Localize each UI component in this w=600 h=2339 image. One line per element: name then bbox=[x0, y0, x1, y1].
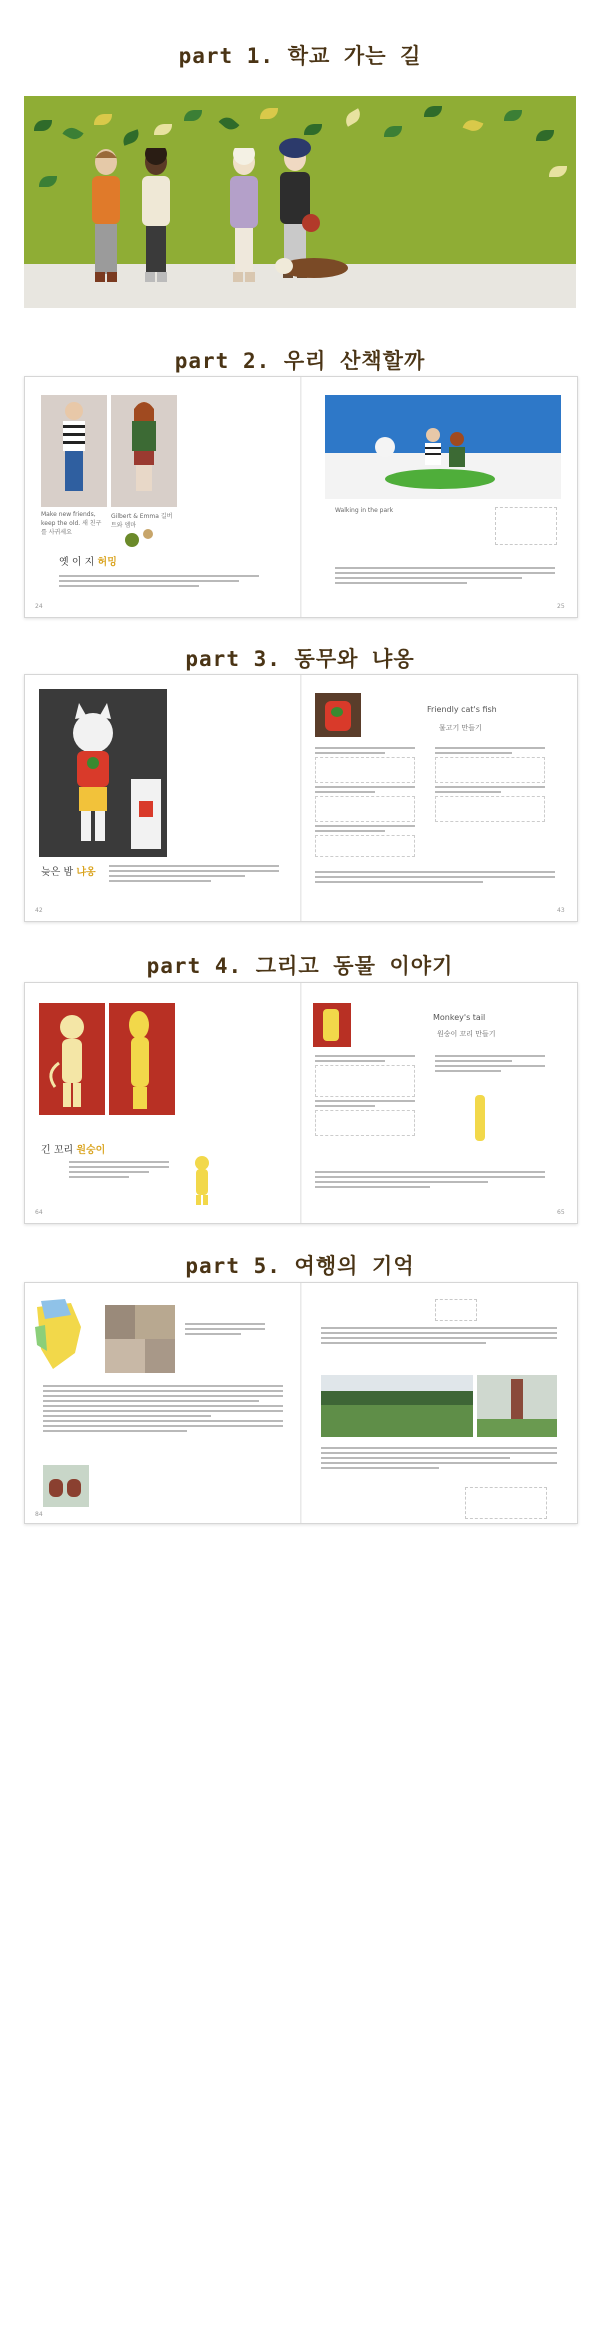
photo-travel-4 bbox=[145, 1339, 175, 1373]
doll-title-nyaong bbox=[41, 863, 96, 878]
leaf-decoration bbox=[260, 108, 278, 119]
body-text-left bbox=[59, 575, 259, 590]
leaf-decoration bbox=[384, 126, 402, 137]
photo-travel-2 bbox=[135, 1305, 175, 1339]
leaf-decoration bbox=[424, 106, 442, 117]
sketch-people bbox=[435, 1299, 477, 1321]
page-number-left: 24 bbox=[35, 603, 43, 610]
photo-dolls-garden bbox=[325, 395, 561, 499]
section-heading-part2: part 2. 우리 산책할까 bbox=[174, 349, 426, 373]
photo-monkey-tail bbox=[313, 1003, 351, 1047]
photo-dolls-school bbox=[24, 96, 576, 308]
body-text-right bbox=[321, 1447, 557, 1472]
book-gutter bbox=[300, 675, 302, 921]
book-gutter bbox=[300, 1283, 302, 1523]
section-heading-part4: part 4. 그리고 동물 이야기 bbox=[146, 954, 454, 978]
dog-toy bbox=[274, 244, 364, 284]
leaf-decoration bbox=[94, 114, 112, 125]
title-prefix: 긴 꼬리 bbox=[41, 1145, 77, 1156]
doll-orange-jacket bbox=[86, 148, 126, 288]
photo-monkey-front bbox=[39, 1003, 105, 1115]
leaf-decoration bbox=[219, 114, 240, 134]
red-ball bbox=[302, 214, 320, 232]
photo-cat-detail bbox=[315, 693, 361, 737]
body-text-left bbox=[109, 865, 279, 885]
leaf-decoration bbox=[154, 124, 172, 135]
sketch-bus bbox=[465, 1487, 547, 1519]
section-heading-part1: part 1. 학교 가는 길 bbox=[178, 44, 422, 68]
photo-striped-doll bbox=[41, 395, 107, 507]
book-spread-part4 bbox=[24, 982, 578, 1224]
body-text-right bbox=[315, 871, 555, 886]
page-number-left: 42 bbox=[35, 907, 43, 914]
howto-subtitle: 물고기 만들기 bbox=[439, 724, 482, 732]
steps-col-1 bbox=[315, 747, 415, 860]
caption-travel bbox=[185, 1323, 265, 1338]
page-number-left: 84 bbox=[35, 1511, 43, 1518]
body-text-right bbox=[315, 1171, 545, 1191]
spoon-icon bbox=[143, 529, 153, 539]
body-text-right bbox=[335, 567, 555, 587]
title-prefix: 옛 이 지 bbox=[59, 557, 98, 568]
section-heading-part3: part 3. 동무와 냐옹 bbox=[185, 647, 415, 671]
photo-slippers bbox=[43, 1465, 89, 1507]
page-number-right: 65 bbox=[557, 1209, 565, 1216]
steps-col-2 bbox=[435, 1055, 545, 1075]
page-number-right: 25 bbox=[557, 603, 565, 610]
leaf-decoration bbox=[342, 108, 363, 127]
yarn-ball-icon bbox=[125, 533, 139, 547]
photo-green-sweater-doll bbox=[111, 395, 177, 507]
leaf-decoration bbox=[549, 166, 567, 177]
map-illustration bbox=[31, 1297, 87, 1377]
doll-title-monkey bbox=[41, 1141, 105, 1156]
title-accent: 원숭이 bbox=[76, 1145, 106, 1156]
caption-right: Walking in the park bbox=[335, 507, 394, 514]
photo-cat-doll bbox=[39, 689, 167, 857]
howto-title: Friendly cat's fish bbox=[427, 705, 497, 714]
doll-title-humming bbox=[59, 553, 117, 568]
sketch-drawing bbox=[495, 507, 557, 545]
title-prefix: 늦은 밤 bbox=[41, 867, 77, 878]
leaf-decoration bbox=[121, 129, 142, 145]
book-gutter bbox=[300, 983, 302, 1223]
leaf-decoration bbox=[34, 120, 52, 131]
monkey-tail-illustration bbox=[465, 1093, 495, 1149]
leaf-decoration bbox=[504, 110, 522, 121]
book-spread-part3 bbox=[24, 674, 578, 922]
body-text-left bbox=[43, 1385, 283, 1435]
leaf-decoration bbox=[536, 130, 554, 141]
page-number-right: 43 bbox=[557, 907, 565, 914]
leaf-decoration bbox=[304, 124, 322, 135]
doll-lavender-dress bbox=[224, 148, 264, 288]
book-spread-part2 bbox=[24, 376, 578, 618]
photo-tower bbox=[477, 1375, 557, 1437]
steps-col-1 bbox=[315, 1055, 415, 1139]
body-text-right-top bbox=[321, 1327, 557, 1347]
photo-monkey-side bbox=[109, 1003, 175, 1115]
doll-beige-coat bbox=[136, 148, 176, 288]
monkey-small-illustration bbox=[185, 1153, 219, 1205]
howto-title: Monkey's tail bbox=[433, 1013, 486, 1022]
body-text-left bbox=[69, 1161, 169, 1181]
book-spread-part5 bbox=[24, 1282, 578, 1524]
photo-landscape bbox=[321, 1375, 473, 1437]
photo-travel-1 bbox=[105, 1305, 135, 1339]
title-accent: 냐옹 bbox=[76, 867, 96, 878]
book-gutter bbox=[300, 377, 302, 617]
title-accent: 허밍 bbox=[97, 557, 117, 568]
leaf-decoration bbox=[62, 124, 83, 143]
steps-col-2 bbox=[435, 747, 545, 825]
page-number-left: 64 bbox=[35, 1209, 43, 1216]
howto-subtitle: 원숭이 꼬리 만들기 bbox=[437, 1030, 496, 1038]
section-heading-part5: part 5. 여행의 기억 bbox=[185, 1254, 415, 1278]
leaf-decoration bbox=[463, 117, 484, 133]
leaf-decoration bbox=[39, 176, 57, 187]
leaf-decoration bbox=[184, 110, 202, 121]
photo-travel-3 bbox=[105, 1339, 145, 1373]
caption-left-2: Gilbert & Emma 길버트와 엠마 bbox=[111, 513, 173, 529]
caption-left-1: Make new friends, keep the old. 새 친구를 사귀세요 bbox=[41, 511, 102, 536]
